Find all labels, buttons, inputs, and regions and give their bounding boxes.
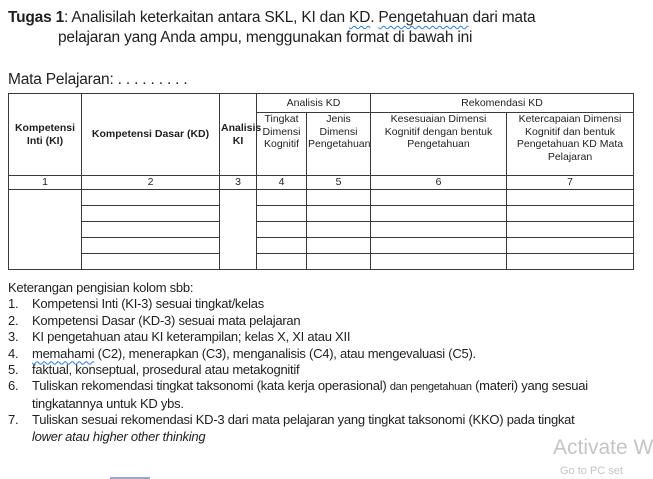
- table-cell: [9, 190, 82, 270]
- table-cell: [307, 238, 371, 254]
- header-analisis-kd: Analisis KD: [257, 94, 371, 113]
- header-rekomendasi-kd: Rekomendasi KD: [371, 94, 634, 113]
- item-number: 2.: [8, 312, 19, 328]
- task-label: Tugas 1: [8, 9, 65, 26]
- activate-windows-subtext: Go to PC set: [560, 465, 623, 477]
- item-text-italic: lower atau higher other thinking: [32, 428, 206, 444]
- list-item: [8, 378, 633, 412]
- table-cell: [371, 190, 507, 206]
- item-text: [32, 346, 633, 362]
- item-text-small: dan pengetahuan: [389, 381, 472, 394]
- col-number: 2: [82, 176, 220, 190]
- item-number: 5.: [8, 362, 19, 378]
- table-cell: [371, 222, 507, 238]
- analysis-table: [8, 93, 634, 270]
- table-cell: [307, 254, 371, 270]
- task-line-1: [8, 8, 535, 28]
- task-instruction: [8, 8, 535, 48]
- item-number: 6.: [8, 378, 19, 394]
- table-cell: [257, 254, 307, 270]
- spellcheck-kd: KD: [349, 9, 371, 26]
- item-text: Kompetensi Inti (KI-3) sesuai tingkat/kelas: [32, 296, 265, 312]
- header-ketercapaian: Ketercapaian Dimensi Kognitif dan bentuk Pengetahuan KD Mata Pelajaran: [507, 113, 634, 176]
- col-number: 5: [307, 176, 371, 190]
- header-tingkat-dimensi: Tingkat Dimensi Kognitif: [257, 113, 307, 176]
- item-number: 4.: [8, 345, 19, 361]
- table-cell: [371, 206, 507, 222]
- col-number: 1: [9, 176, 82, 190]
- header-kompetensi-inti: Kompetensi Inti (KI): [9, 94, 82, 176]
- item-text-main: Tuliskan sesuai rekomendasi KD-3 dari mata pelajaran yang tingkat taksonomi (KKO) pada tingkat: [32, 412, 575, 428]
- table-cell: [82, 190, 220, 206]
- table-row: [9, 222, 634, 238]
- header-analisis-ki: Analisis KI: [220, 94, 257, 176]
- item-number: 7.: [8, 412, 19, 428]
- table-cell: [371, 238, 507, 254]
- task-line-2: pelajaran yang Anda ampu, menggunakan format di bawah ini: [58, 29, 473, 46]
- instructions-notes: [8, 280, 633, 445]
- spellcheck-memahami: memahami: [32, 345, 95, 361]
- table-cell: [257, 190, 307, 206]
- table-cell: [507, 238, 634, 254]
- col-number: 6: [371, 176, 507, 190]
- item-text-c: tingkatannya untuk KD ybs.: [32, 395, 184, 411]
- table-cell: [82, 238, 220, 254]
- col-number: 3: [220, 176, 257, 190]
- spellcheck-pengetahuan: Pengetahuan: [378, 9, 469, 26]
- header-kesesuaian: Kesesuaian Dimensi Kognitif dengan bentuk Pengetahuan: [371, 113, 507, 176]
- table-cell: [82, 222, 220, 238]
- table-cell: [507, 190, 634, 206]
- list-item: [8, 412, 633, 445]
- table-cell: [507, 254, 634, 270]
- task-text-b: .: [370, 9, 379, 26]
- table-row: [9, 254, 634, 270]
- table-row: [9, 206, 634, 222]
- table-cell: [307, 190, 371, 206]
- table-cell: [371, 254, 507, 270]
- list-item: [8, 329, 633, 345]
- notes-heading: Keterangan pengisian kolom sbb:: [8, 280, 194, 295]
- item-text: [32, 412, 633, 445]
- table-cell: [307, 206, 371, 222]
- col-number: 7: [507, 176, 634, 190]
- item-text: faktual, konseptual, prosedural atau metakognitif: [32, 362, 300, 378]
- table-cell: [257, 238, 307, 254]
- list-item: [8, 296, 633, 312]
- activate-windows-watermark: Activate W: [553, 436, 653, 459]
- item-number: 3.: [8, 329, 19, 345]
- header-kompetensi-dasar: Kompetensi Dasar (KD): [82, 94, 220, 176]
- table-cell: [257, 222, 307, 238]
- item-text: KI pengetahuan atau KI keterampilan; kelas X, XI atau XII: [32, 329, 351, 345]
- table-row: [9, 190, 634, 206]
- item-text-b: (materi) yang sesuai: [471, 378, 588, 394]
- table-cell: [82, 254, 220, 270]
- item-number: 1.: [8, 296, 19, 312]
- table-cell: [307, 222, 371, 238]
- list-item: [8, 362, 633, 378]
- table-cell: [507, 206, 634, 222]
- table-cell: [82, 206, 220, 222]
- table-cell: [257, 206, 307, 222]
- list-item: [8, 313, 633, 329]
- list-item: [8, 346, 633, 362]
- subject-label: Mata Pelajaran: . . . . . . . . .: [8, 71, 188, 88]
- table-cell: [507, 222, 634, 238]
- task-text-c: dari mata: [468, 9, 536, 26]
- item-text-rest: (C2), menerapkan (C3), menganalisis (C4), atau mengevaluasi (C5).: [94, 345, 476, 361]
- table-cell: [220, 190, 257, 270]
- table-row: [9, 238, 634, 254]
- item-text-a: Tuliskan rekomendasi tingkat taksonomi (kata kerja operasional): [32, 378, 390, 394]
- item-text: [32, 378, 633, 412]
- item-text: Kompetensi Dasar (KD-3) sesuai mata pelajaran: [32, 312, 301, 328]
- col-number: 4: [257, 176, 307, 190]
- notes-list: [8, 296, 633, 445]
- header-jenis-dimensi: Jenis Dimensi Pengetahuan: [307, 113, 371, 176]
- task-text-a: : Analisilah keterkaitan antara SKL, KI dan: [64, 9, 350, 26]
